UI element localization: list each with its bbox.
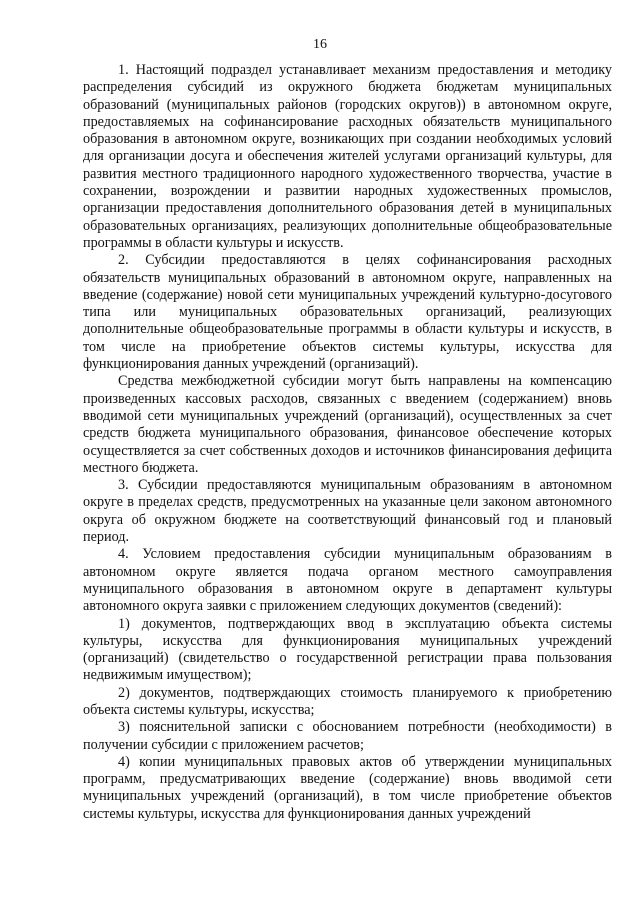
list-item-4: 4) копии муниципальных правовых актов об утверждении муниципальных программ, предусматривающих введение (содержание) вновь вводимой сети муниципальных учреждений (организаций), в том числе приобретение объектов системы культуры, искусства для функционирования данных учреждений <box>83 753 612 822</box>
paragraph-5: 4. Условием предоставления субсидии муниципальным образованиям в автономном округе является подача органом местного самоуправления муниципального образования в автономном округе в департамент культуры автономного округа заявки с приложением следующих документов (сведений): <box>83 546 612 615</box>
list-item-1: 1) документов, подтверждающих ввод в эксплуатацию объекта системы культуры, искусства для функционирования муниципальных учреждений (организаций) (свидетельство о государственной регистрации права пользования недвижимым имуществом); <box>83 615 612 684</box>
paragraph-2: 2. Субсидии предоставляются в целях софинансирования расходных обязательств муниципальных образований в автономном округе, направленных на введение (содержание) новой сети муниципальных учреждений культурно-досугового типа или муниципальных образовательных организаций, реализующих дополнительные общеобразовательные программы в области культуры и искусств, в том числе на приобретение объектов системы культуры, искусства для функционирования данных учреждений (организаций). <box>83 252 612 373</box>
paragraph-3: Средства межбюджетной субсидии могут быть направлены на компенсацию произведенных кассовых расходов, связанных с введением (содержанием) вновь вводимой сети муниципальных учреждений (организаций), осуществленных за счет средств бюджета муниципального образования, финансовое обеспечение которых осуществляется за счет собственных доходов и источников финансирования дефицита местного бюджета. <box>83 373 612 476</box>
page-number: 16 <box>313 37 327 52</box>
paragraph-4: 3. Субсидии предоставляются муниципальным образованиям в автономном округе в пределах средств, предусмотренных на указанные цели законом автономного округа об окружном бюджете на соответствующий финансовый год и плановый период. <box>83 477 612 546</box>
list-item-3: 3) пояснительной записки с обоснованием потребности (необходимости) в получении субсидии с приложением расчетов; <box>83 719 612 753</box>
paragraph-1: 1. Настоящий подраздел устанавливает механизм предоставления и методику распределения субсидий из окружного бюджета бюджетам муниципальных образований (муниципальных районов (городских округов)) в автономном округе, предоставляемых на софинансирование расходных обязательств муниципального образования в автономном округе, возникающих при создании необходимых условий для организации досуга и обеспечения жителей услугами организаций культуры, для развития местного традиционного народного художественного творчества, участие в сохранении, возрождении и развитии народных художественных промыслов, организации предоставления дополнительного образования детей в муниципальных образовательных организациях, реализующих дополнительные общеобразовательные программы в области культуры и искусств. <box>83 62 612 251</box>
list-item-2: 2) документов, подтверждающих стоимость планируемого к приобретению объекта системы культуры, искусства; <box>83 684 612 718</box>
